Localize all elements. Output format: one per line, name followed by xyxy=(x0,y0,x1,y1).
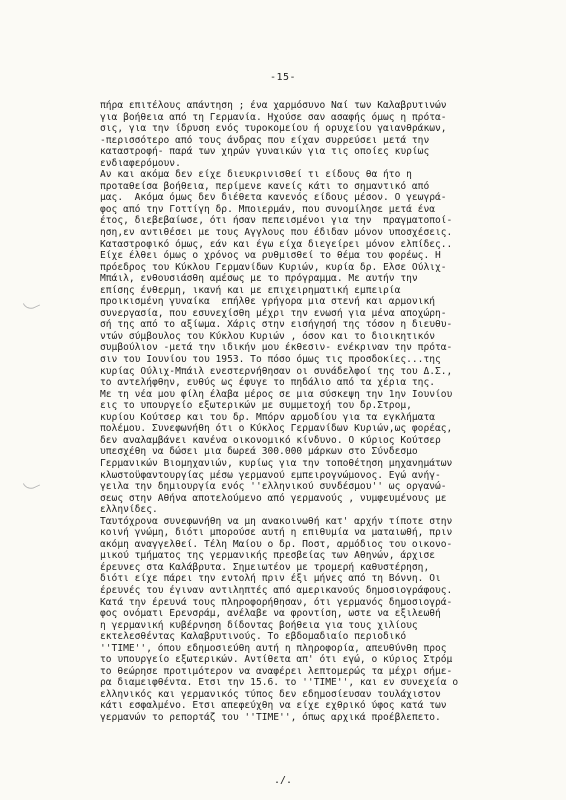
text-line: πρόεδρος του Κύκλου Γερμανίδων Κυριών, κυρία δρ. Ελσε Ούλιχ- xyxy=(100,261,447,273)
text-line: ηση,εν αντιθέσει με τους Αγγλους που έδιδαν μόνον υποσχέσεις. xyxy=(100,227,453,239)
text-line: σις, για την ίδρυση ενός τυροκομείου ή ορυχείου γαιανθράκων, xyxy=(100,123,447,135)
text-line: πήρα επιτέλους απάντηση ; ένα χαρμόσυνο Ναί των Καλαβρυτινών xyxy=(100,100,447,111)
text-line: σή της από το αξίωμα. Χάρις στην εισήγησή της τόσον η διευθυ- xyxy=(100,319,453,331)
text-line: το θεώρησε προτιμότερον να αναφέρει λεπτομερώς τα μέχρι σήμε- xyxy=(100,665,453,677)
text-line: έτος, διεβεβαίωσε, ότι ήσαν πεπεισμένοι για την πραγματοποί- xyxy=(100,215,453,227)
text-line: η γερμανική κυβέρνηση δίδοντας βοήθεια για τους χιλίους xyxy=(100,619,418,631)
text-line: συνεργασία, που εσυνεχίσθη μέχρι την ενωσή για μένα αποχώρη- xyxy=(100,307,447,319)
text-line: γερμανών το ρεπορτάζ του ''TIME'', όπως αρχικά προέβλεπετο. xyxy=(100,711,441,723)
text-line: φος από την Γοττίγη δρ. Μποιερμάν, που συνομίλησε μετά ένα xyxy=(100,203,436,215)
text-line: επίσης ένθερμη, ικανή και με επιχειρηματική εμπειρία xyxy=(100,284,401,296)
text-line: κλωστοϋφαντουργίας μέσω γερμανού εμπειρογνώμονος. Εγώ ανήγ- xyxy=(100,469,441,481)
text-line: διότι είχε πάρει την εντολή πριν έξι μήνες από τη Βόννη. Οι xyxy=(100,573,441,585)
text-line: το αντελήφθην, ευθύς ως έφυγε το πηδάλιο από τα χέρια της. xyxy=(100,377,436,389)
text-line: ελληνικός και γερμανικός τύπος δεν εδημοσίευσαν τουλάχιστον xyxy=(100,688,441,700)
text-line: ελληνίδες. xyxy=(100,504,158,516)
text-line: φος ονόματι Ερενσράμ, ανέλαβε να φροντίση, ωστε να εξιλεωθή xyxy=(100,608,441,620)
text-line: σεως στην Αθήνα αποτελούμενο από γερμανούς , νυμφευμένους με xyxy=(100,492,447,504)
text-line: έρευνες στα Καλάβρυτα. Σημειωτέον με τρομερή καθυστέρηση, xyxy=(100,561,430,573)
text-line: συμβούλιον -μετά την ιδικήν μου έκθεσιν- ενέκριναν την πρότα- xyxy=(100,342,453,354)
text-line: υπεσχέθη να δώσει μια δωρεά 300.000 μάρκων στο Σύνδεσμο xyxy=(100,446,418,458)
text-line: Γερμανικών Βιομηχανιών, κυρίως για την τοποθέτηση μηχανημάτων xyxy=(100,457,453,469)
margin-hole-mark xyxy=(23,477,40,491)
text-line: Μπάιλ, ενθουσιάσθη αμέσως με το πρόγραμμα. Με αυτήν την xyxy=(100,273,418,285)
text-line: σιν του Ιουνίου του 1953. Το πόσο όμως τις προσδοκίες...της xyxy=(100,354,441,366)
text-line: δεν αναλαμβάνει κανένα οικονομικό κίνδυνο. Ο κύριος Κούτσερ xyxy=(100,434,441,446)
text-line: καταστροφή- παρά των χηρών γυναικών για τις οποίες κυρίως xyxy=(100,146,430,158)
text-line: για βοήθεια από τη Γερμανία. Ηχούσε σαν ασαφής όμως η πρότα- xyxy=(100,111,447,123)
body-text xyxy=(100,100,520,724)
text-line: κάτι εσφαλμένο. Ετσι απεφεύχθη να είχε εχθρικό ύφος κατά των xyxy=(100,700,447,712)
text-line: ακόμη αναγγελθεί. Τέλη Μαίου ο δρ. Ποστ, αρμόδιος του οικονο- xyxy=(100,538,453,550)
text-line: Ταυτόχρονα συνεφωνήθη να μη ανακοινωθή κατ' αρχήν τίποτε στην xyxy=(100,515,453,527)
text-line: κυρίας Ούλιχ-Μπάιλ ενεστερνήθησαν οι συνάδελφοί της του Δ.Σ., xyxy=(100,365,453,377)
text-line: Με τη νέα μου φίλη έλαβα μέρος σε μια σύσκεψη την 1ην Ιουνίου xyxy=(100,388,453,400)
text-line: μας. Ακόμα όμως δεν διέθετα κανενός είδους μέσον. Ο γεωγρά- xyxy=(100,192,447,204)
text-line: πολέμου. Συνεφωνήθη ότι ο Κύκλος Γερμανίδων Κυριών,ως φορέας, xyxy=(100,423,453,435)
text-line: ντών σύμβουλος του Κύκλου Κυριών , όσον και το διοικητικόν xyxy=(100,330,436,342)
text-line: το υπουργείο εξωτερικών. Αντίθετα απ' ότι εγώ, ο κύριος Στρόμ xyxy=(100,654,453,666)
page-number: -15- xyxy=(269,72,297,83)
text-line: εις το υπουργείο εξωτερικών με συμμετοχή του δρ.Στρομ, xyxy=(100,400,412,412)
continuation-mark: ./. xyxy=(273,775,293,786)
text-line: ρα διαμειφθέντα. Ετσι την 15.6. το ''TIME'', και εν συνεχεία ο xyxy=(100,677,459,689)
text-line: γειλα την δημιουργία ενός ''ελληνικού συνδέσμου'' ως οργανώ- xyxy=(100,481,447,493)
text-line: -περισσότερο από τους άνδρας που είχαν συρρεύσει μετά την xyxy=(100,134,430,146)
text-line: Είχε έλθει όμως ο χρόνος να ρυθμισθεί το θέμα του φορέως. Η xyxy=(100,250,441,262)
text-line: εκτελεσθέντας Καλαβρυτινούς. Το εβδομαδιαίο περιοδικό xyxy=(100,631,407,643)
text-line: ενδιαφερόμουν. xyxy=(100,157,181,169)
text-line: ''TIME'', όπου εδημοσιεύθη αυτή η πληροφορία, απευθύνθη προς xyxy=(100,642,447,654)
text-line: έρευνές του έγιναν αντιληπτές από αμερικανούς δημοσιογράφους. xyxy=(100,584,453,596)
text-line: Καταστροφικό όμως, εάν και έγω είχα διεγείρει μόνον ελπίδες.. xyxy=(100,238,453,250)
text-line: μικού τμήματος της γερμανικής πρεσβείας των Αθηνών, άρχισε xyxy=(100,550,436,562)
text-line: προικισμένη γυναίκα επήλθε γρήγορα μια στενή και αρμονική xyxy=(100,296,436,308)
text-line: Κατά την έρευνά τους πληροφορήθησαν, ότι γερμανός δημοσιογρά- xyxy=(100,596,453,608)
text-line: κυρίου Κούτσερ και του δρ. Μπόρν αρμοδίου για τα εγκλήματα xyxy=(100,411,436,423)
text-line: κοινή γνώμη, διότι μπορούσε αυτή η επιθυμία να ματαιωθή, πριν xyxy=(100,527,453,539)
text-line: προταθείσα βοήθεια, περίμενε κανείς κάτι το σημαντικό από xyxy=(100,180,430,192)
text-line: Αν και ακόμα δεν είχε διευκρινισθεί τι είδους θα ήτο η xyxy=(100,169,412,181)
margin-hole-mark xyxy=(23,297,40,311)
